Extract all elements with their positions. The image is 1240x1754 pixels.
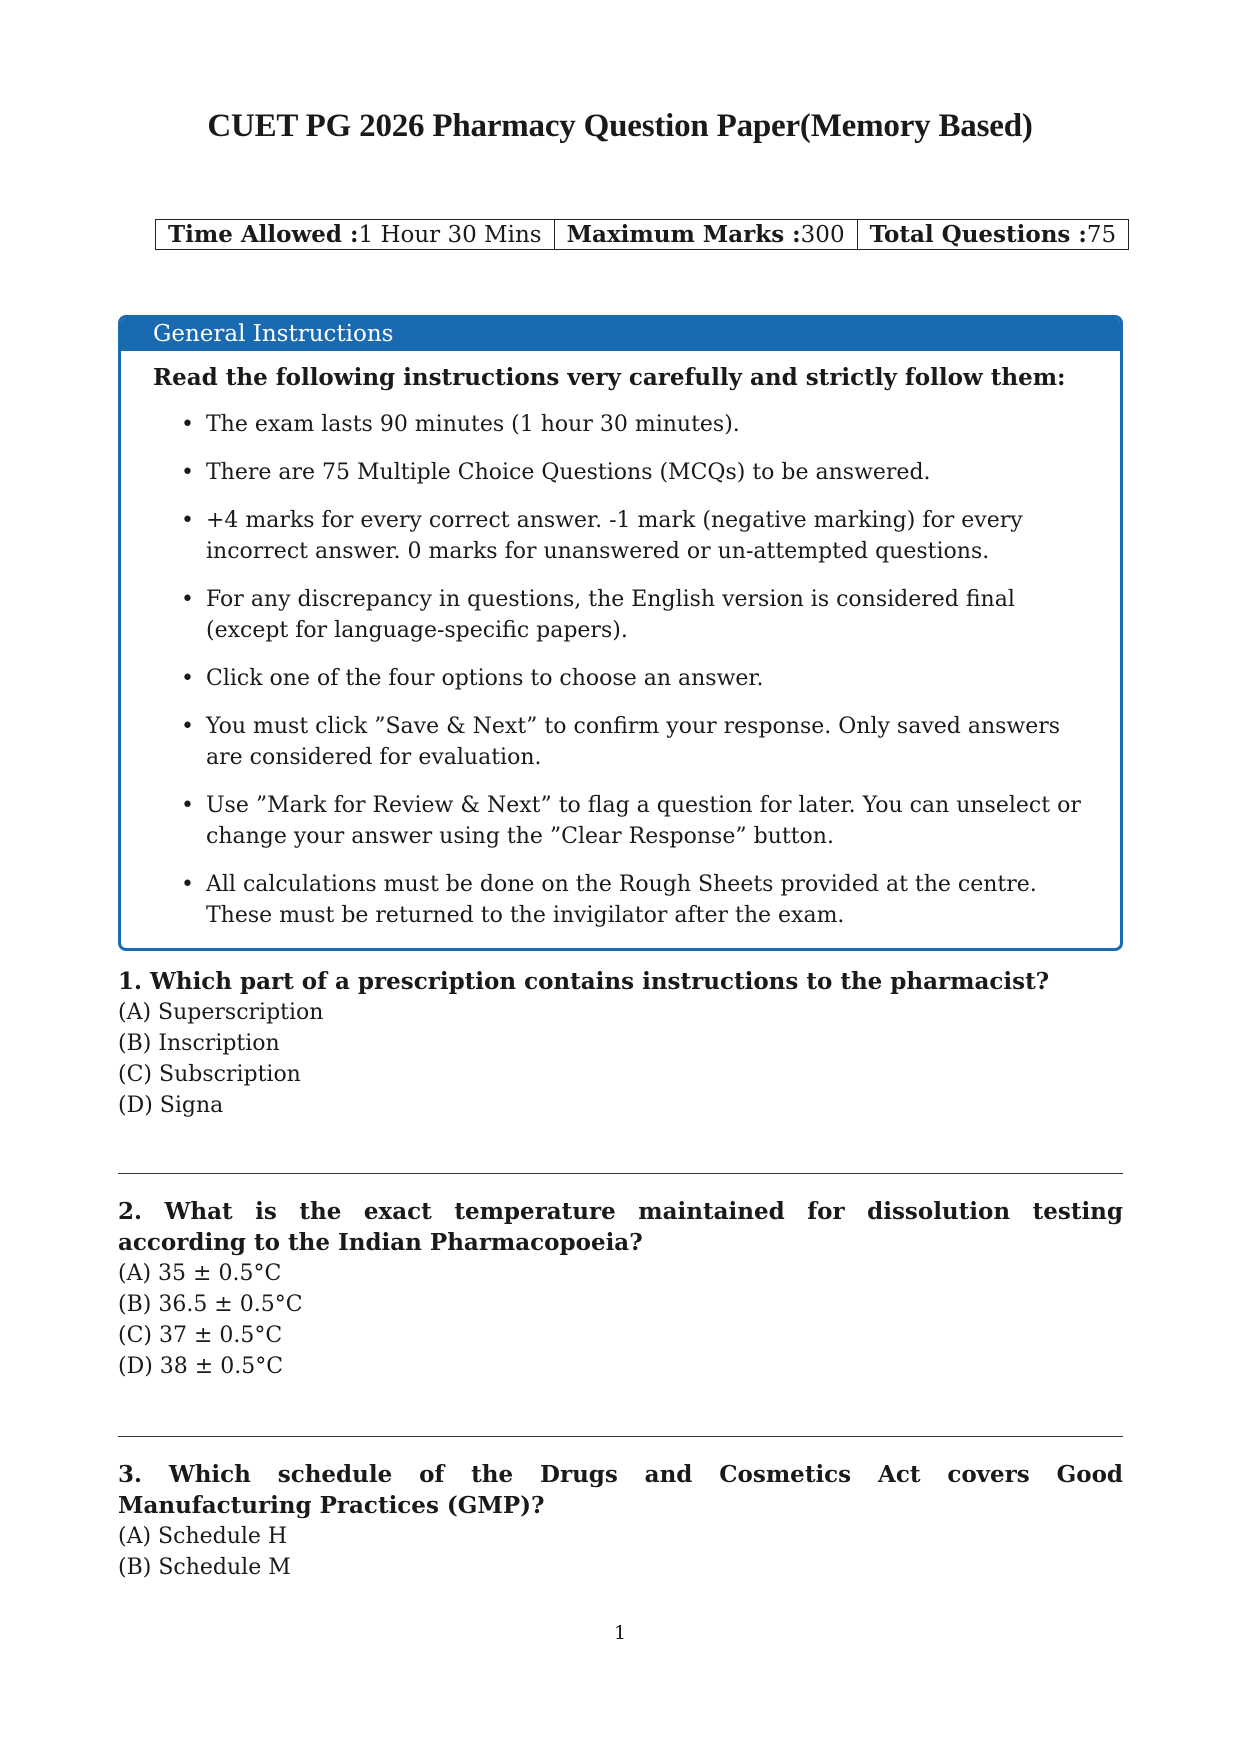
question-text: 3. Which schedule of the Drugs and Cosmetics Act covers Good Manufacturing Practices (GMP)? [118, 1461, 1123, 1519]
option-c: (C) Subscription [118, 1062, 301, 1087]
option-b: (B) 36.5 ± 0.5°C [118, 1292, 303, 1317]
question-3 [118, 1459, 1123, 1583]
option-b: (B) Inscription [118, 1031, 280, 1056]
question-text: 1. Which part of a prescription contains instructions to the pharmacist? [118, 968, 1050, 995]
option-a: (A) Schedule H [118, 1524, 288, 1549]
instruction-item: • The exam lasts 90 minutes (1 hour 30 minutes). [121, 409, 1120, 440]
time-value: 1 Hour 30 Mins [358, 222, 542, 248]
option-b: (B) Schedule M [118, 1555, 291, 1580]
marks-value: 300 [800, 222, 845, 248]
question-text: 2. What is the exact temperature maintained for dissolution testing according to the Indian Pharmacopoeia? [118, 1198, 1123, 1256]
instruction-item: • +4 marks for every correct answer. -1 mark (negative marking) for every incorrect answer. 0 marks for unanswered or un-attempted questions. [121, 505, 1120, 567]
instruction-item: • Click one of the four options to choose an answer. [121, 663, 1120, 694]
questions-label: Total Questions : [869, 221, 1087, 248]
instruction-item: • For any discrepancy in questions, the English version is considered final (except for language-specific papers). [121, 584, 1120, 646]
page-title: CUET PG 2026 Pharmacy Question Paper(Memory Based) [207, 108, 1033, 144]
option-d: (D) Signa [118, 1093, 224, 1118]
time-label: Time Allowed : [168, 221, 359, 248]
instructions-heading: General Instructions [121, 318, 1120, 351]
total-questions-cell [857, 220, 1129, 250]
exam-info-table [155, 219, 1129, 250]
instruction-item: • All calculations must be done on the Rough Sheets provided at the centre. These must be returned to the invigilator after the exam. [121, 869, 1120, 931]
time-allowed-cell [156, 220, 555, 250]
question-2 [118, 1196, 1123, 1382]
instruction-item: • You must click ”Save & Next” to confirm your response. Only saved answers are considered for evaluation. [121, 711, 1120, 773]
general-instructions-box [118, 315, 1123, 951]
marks-label: Maximum Marks : [566, 221, 801, 248]
question-1 [118, 966, 1123, 1121]
question-divider [118, 1436, 1123, 1437]
page-number: 1 [613, 1622, 627, 1644]
instruction-item: • Use ”Mark for Review & Next” to flag a question for later. You can unselect or change your answer using the ”Clear Response” button. [121, 790, 1120, 852]
option-a: (A) 35 ± 0.5°C [118, 1261, 282, 1286]
maximum-marks-cell [554, 220, 857, 250]
option-a: (A) Superscription [118, 1000, 324, 1025]
option-c: (C) 37 ± 0.5°C [118, 1323, 283, 1348]
option-d: (D) 38 ± 0.5°C [118, 1354, 284, 1379]
questions-value: 75 [1086, 222, 1117, 248]
instructions-list [121, 409, 1120, 931]
instruction-item: • There are 75 Multiple Choice Questions (MCQs) to be answered. [121, 457, 1120, 488]
instructions-lead: Read the following instructions very carefully and strictly follow them: [153, 364, 1066, 391]
question-divider [118, 1173, 1123, 1174]
